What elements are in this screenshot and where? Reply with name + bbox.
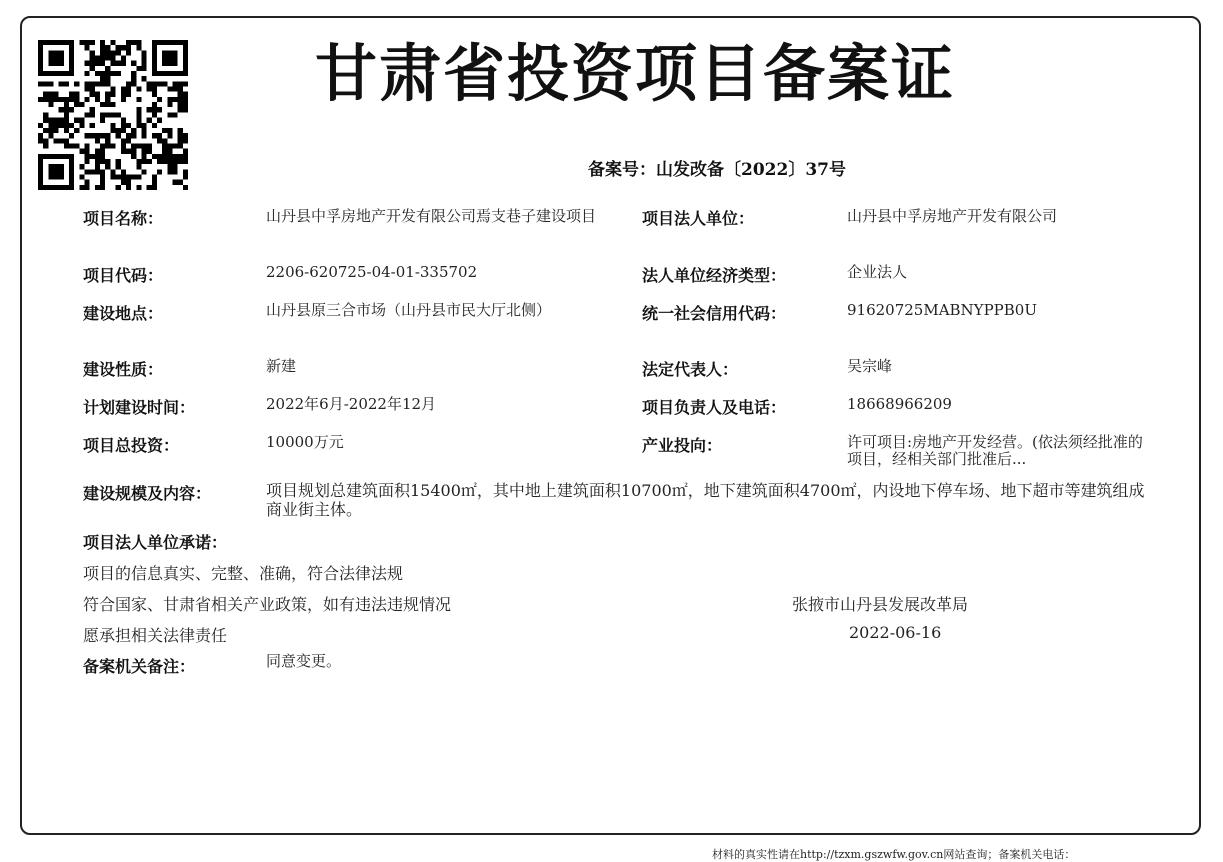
remarks-value: 同意变更。 xyxy=(266,652,342,670)
authority-name: 张掖市山丹县发展改革局 xyxy=(792,595,969,614)
scale-label: 建设规模及内容： xyxy=(83,484,212,503)
remarks-label: 备案机关备注： xyxy=(83,657,196,676)
contact-label: 项目负责人及电话： xyxy=(642,398,787,417)
investment-label: 项目总投资： xyxy=(83,436,180,455)
nature-label: 建设性质： xyxy=(83,360,164,379)
project-name-label: 项目名称： xyxy=(83,209,164,228)
industry-value: 许可项目:房地产开发经营。(依法须经批准的项目，经相关部门批准后... xyxy=(847,433,1143,468)
commitment-line-3: 愿承担相关法律责任 xyxy=(83,626,228,645)
verification-footer: 材料的真实性请在http://tzxm.gszwfw.gov.cn网站查询；备案机关电话： xyxy=(712,848,1076,861)
contact-value: 18668966209 xyxy=(847,395,952,413)
location-label: 建设地点： xyxy=(83,304,164,323)
certificate-border xyxy=(20,16,1201,835)
industry-label: 产业投向： xyxy=(642,436,723,455)
legal-entity-value: 山丹县中孚房地产开发有限公司 xyxy=(847,207,1058,225)
nature-value: 新建 xyxy=(266,357,297,375)
credit-code-label: 统一社会信用代码： xyxy=(642,304,787,323)
commitment-line-2: 符合国家、甘肃省相关产业政策，如有违法违规情况 xyxy=(83,595,452,614)
project-name-value: 山丹县中孚房地产开发有限公司焉支巷子建设项目 xyxy=(266,207,597,225)
location-value: 山丹县原三合市场（山丹县市民大厅北侧） xyxy=(266,301,552,319)
record-number: 备案号：山发改备〔2022〕37号 xyxy=(588,160,846,180)
scale-value: 项目规划总建筑面积15400㎡，其中地上建筑面积10700㎡，地下建筑面积4700㎡，内设地下停车场、地下超市等建筑组成商业街主体。 xyxy=(266,481,1145,519)
certificate-title: 甘肃省投资项目备案证 xyxy=(315,37,956,110)
schedule-label: 计划建设时间： xyxy=(83,398,196,417)
project-code-label: 项目代码： xyxy=(83,266,164,285)
legal-entity-label: 项目法人单位： xyxy=(642,209,755,228)
authority-date: 2022-06-16 xyxy=(849,623,942,642)
economic-type-label: 法人单位经济类型： xyxy=(642,266,787,285)
commitment-line-1: 项目的信息真实、完整、准确，符合法律法规 xyxy=(83,564,404,583)
qr-code xyxy=(38,40,188,190)
investment-value: 10000万元 xyxy=(266,433,344,451)
legal-rep-value: 吴宗峰 xyxy=(847,357,893,375)
economic-type-value: 企业法人 xyxy=(847,263,908,281)
project-code-value: 2206-620725-04-01-335702 xyxy=(266,263,478,281)
credit-code-value: 91620725MABNYPPB0U xyxy=(847,301,1037,319)
schedule-value: 2022年6月-2022年12月 xyxy=(266,395,437,413)
commitment-label: 项目法人单位承诺： xyxy=(83,533,228,552)
legal-rep-label: 法定代表人： xyxy=(642,360,739,379)
